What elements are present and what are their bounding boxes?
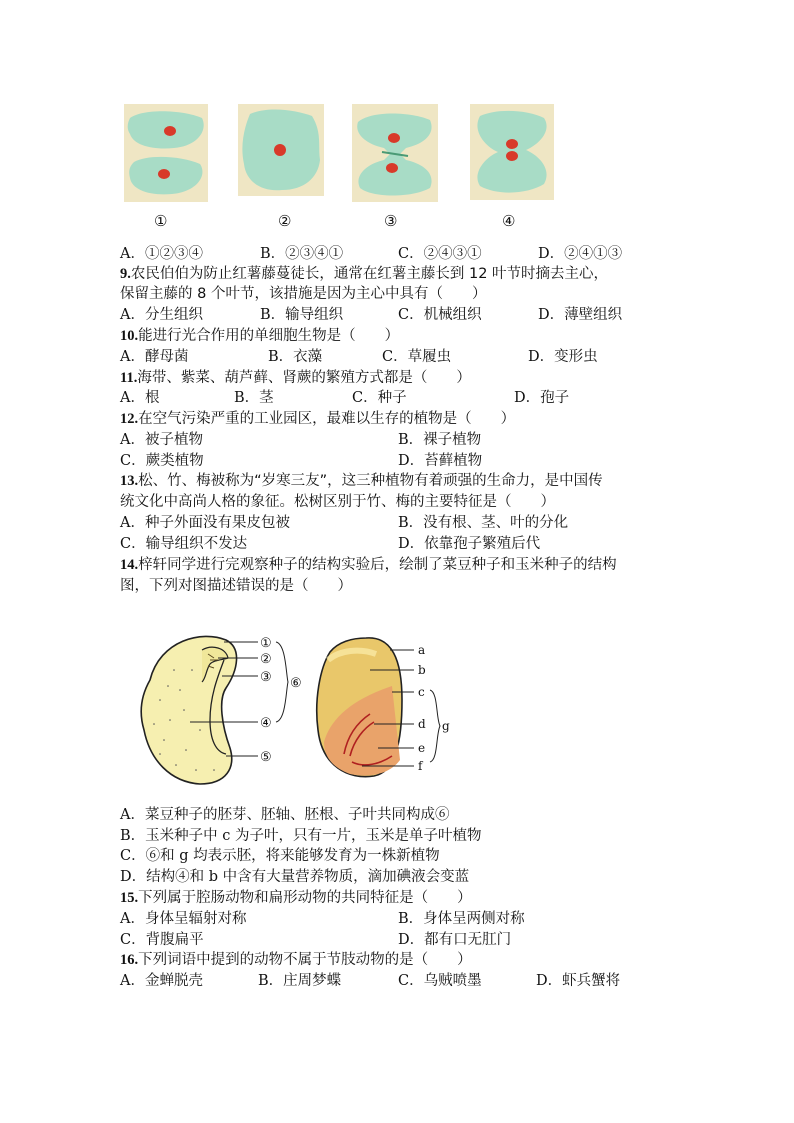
cell-label-3: ③ (384, 212, 398, 230)
q9-stem-text-1: 农民伯伯为防止红薯藤蔓徒长，通常在红薯主藤长到 12 叶节时摘去主心， (130, 266, 609, 282)
q9-option-c[interactable]: C．机械组织 (398, 307, 482, 323)
q14-stem-text-1: 梓轩同学进行完观察种子的结构实验后，绘制了菜豆种子和玉米种子的结构 (138, 557, 617, 573)
bean-label-2: ② (260, 652, 272, 667)
q11-option-d[interactable]: D．孢子 (514, 390, 570, 406)
q9-number: 9. (120, 266, 131, 282)
q14-option-b[interactable]: B．玉米种子中 c 为子叶，只有一片，玉米是单子叶植物 (120, 828, 482, 844)
q12-option-c[interactable]: C．蕨类植物 (120, 453, 204, 469)
corn-label-e: e (418, 741, 426, 755)
cell-label-4: ④ (502, 212, 516, 230)
q12-stem (120, 409, 515, 429)
q13-option-c[interactable]: C．输导组织不发达 (120, 536, 248, 552)
q13-option-b[interactable]: B．没有根、茎、叶的分化 (398, 515, 569, 531)
q8-option-c[interactable]: C．②④③① (398, 246, 482, 262)
seed-diagram (130, 630, 470, 790)
q9-option-b[interactable]: B．输导组织 (260, 307, 344, 323)
q14-option-a[interactable]: A．菜豆种子的胚芽、胚轴、胚根、子叶共同构成⑥ (120, 807, 450, 823)
q12-number: 12. (120, 411, 139, 427)
q13-option-d[interactable]: D．依靠孢子繁殖后代 (398, 536, 541, 552)
q15-option-a[interactable]: A．身体呈辐射对称 (120, 911, 247, 927)
q13-stem-line1 (120, 471, 603, 491)
cell-label-2: ② (278, 212, 292, 230)
corn-label-d: d (418, 717, 426, 731)
q11-option-b[interactable]: B．茎 (234, 390, 274, 406)
q13-stem-text-1: 松、竹、梅被称为“岁寒三友”，这三种植物有着顽强的生命力，是中国传 (138, 473, 603, 489)
q16-option-d[interactable]: D．虾兵蟹将 (536, 973, 621, 989)
q11-option-a[interactable]: A．根 (120, 390, 160, 406)
q12-stem-text: 在空气污染严重的工业园区，最难以生存的植物是（ ） (138, 411, 516, 427)
q9-option-d[interactable]: D．薄壁组织 (538, 307, 623, 323)
q10-stem (120, 326, 399, 346)
cell-label-1: ① (154, 212, 168, 230)
corn-seed-diagram (317, 638, 440, 777)
bean-label-3: ③ (260, 670, 272, 685)
q10-stem-text: 能进行光合作用的单细胞生物是（ ） (138, 328, 400, 344)
q10-option-c[interactable]: C．草履虫 (382, 349, 452, 365)
cell-stage-4-image (470, 104, 554, 200)
bean-label-5: ⑤ (260, 750, 272, 765)
q9-option-a[interactable]: A．分生组织 (120, 307, 203, 323)
bean-label-4: ④ (260, 716, 272, 731)
corn-label-a: a (418, 643, 426, 657)
q16-stem-text: 下列词语中提到的动物不属于节肢动物的是（ ） (138, 952, 472, 968)
q8-option-d[interactable]: D．②④①③ (538, 246, 623, 262)
q15-number: 15. (120, 890, 139, 906)
q11-stem-text: 海带、紫菜、葫芦藓、肾蕨的繁殖方式都是（ ） (137, 370, 471, 386)
q16-option-a[interactable]: A．金蝉脱壳 (120, 973, 203, 989)
q10-option-d[interactable]: D．变形虫 (528, 349, 598, 365)
q16-option-c[interactable]: C．乌贼喷墨 (398, 973, 482, 989)
q15-option-d[interactable]: D．都有口无肛门 (398, 932, 512, 948)
q13-number: 13. (120, 473, 139, 489)
corn-label-g: g (442, 719, 450, 733)
corn-label-b: b (418, 663, 426, 677)
q16-number: 16. (120, 952, 139, 968)
q9-stem-line2: 保留主藤的 8 个叶节，该措施是因为主心中具有（ ） (120, 286, 487, 302)
corn-label-f: f (418, 759, 423, 773)
q11-number: 11. (120, 370, 138, 386)
q12-option-a[interactable]: A．被子植物 (120, 432, 203, 448)
q14-stem-line2: 图，下列对图描述错误的是（ ） (120, 578, 352, 594)
q13-stem-line2: 统文化中高尚人格的象征。松树区别于竹、梅的主要特征是（ ） (120, 494, 555, 510)
q16-stem (120, 950, 472, 970)
q14-number: 14. (120, 557, 139, 573)
q14-option-d[interactable]: D．结构④和 b 中含有大量营养物质，滴加碘液会变蓝 (120, 869, 470, 885)
q15-stem-text: 下列属于腔肠动物和扁形动物的共同特征是（ ） (138, 890, 472, 906)
q9-stem-line1 (120, 264, 608, 284)
cell-stage-2-image (238, 104, 324, 196)
corn-label-c: c (418, 685, 425, 699)
q13-option-a[interactable]: A．种子外面没有果皮包被 (120, 515, 290, 531)
q15-option-b[interactable]: B．身体呈两侧对称 (398, 911, 525, 927)
q15-stem (120, 888, 472, 908)
q10-number: 10. (120, 328, 139, 344)
cell-stage-1-image (124, 104, 208, 202)
cell-division-figure (118, 104, 558, 234)
q16-option-b[interactable]: B．庄周梦蝶 (258, 973, 342, 989)
q12-option-b[interactable]: B．裸子植物 (398, 432, 482, 448)
q14-stem-line1 (120, 555, 617, 575)
q8-option-b[interactable]: B．②③④① (260, 246, 344, 262)
q8-option-a[interactable]: A．①②③④ (120, 246, 203, 262)
q12-option-d[interactable]: D．苔藓植物 (398, 453, 483, 469)
q11-option-c[interactable]: C．种子 (352, 390, 407, 406)
q11-stem (120, 368, 471, 388)
q15-option-c[interactable]: C．背腹扁平 (120, 932, 204, 948)
bean-label-1: ① (260, 636, 272, 651)
q10-option-a[interactable]: A．酵母菌 (120, 349, 189, 365)
bean-label-6: ⑥ (290, 676, 302, 691)
q10-option-b[interactable]: B．衣藻 (268, 349, 323, 365)
cell-stage-3-image (352, 104, 438, 202)
seed-structure-figure (130, 630, 470, 790)
q14-option-c[interactable]: C．⑥和 g 均表示胚，将来能够发育为一株新植物 (120, 848, 440, 864)
